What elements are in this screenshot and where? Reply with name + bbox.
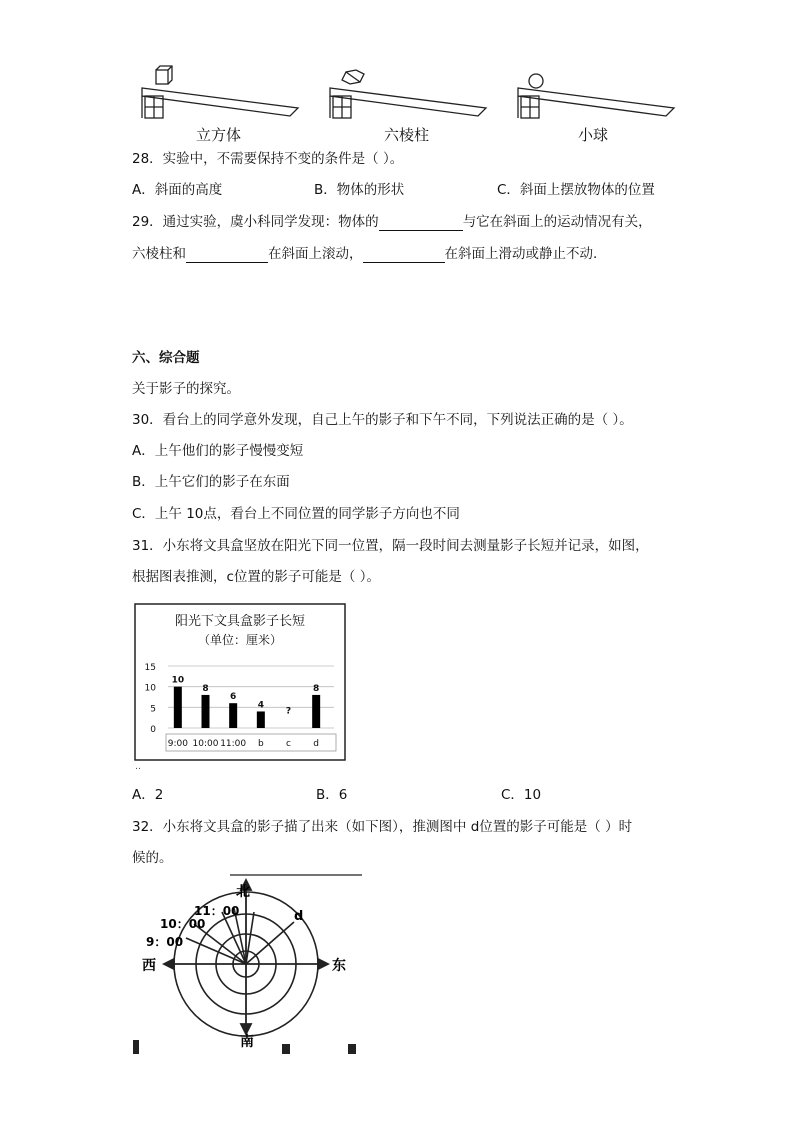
q28-option-b[interactable]: B．物体的形状 xyxy=(314,182,405,198)
q31-line1: 31．小东将文具盒坚放在阳光下同一位置，隔一段时间去测量影子长短并记录，如图， xyxy=(132,538,649,554)
q28-option-a[interactable]: A．斜面的高度 xyxy=(132,182,223,198)
q28-stem: 28．实验中，不需要保持不变的条件是（ ）。 xyxy=(132,151,404,167)
data-label-d: 8 xyxy=(313,683,320,694)
data-label-c: ? xyxy=(285,706,292,717)
incline-hex-prism xyxy=(330,70,486,118)
shadow-12 xyxy=(246,912,254,964)
mark-2 xyxy=(282,1044,290,1054)
q29-line2 xyxy=(132,245,597,263)
q29-blank-1[interactable] xyxy=(379,216,463,231)
data-label-11:00: 6 xyxy=(230,692,237,703)
data-label-b: 4 xyxy=(257,700,264,711)
incline-ball xyxy=(518,74,674,118)
east-arrow xyxy=(318,959,328,969)
label-10: 10：00 xyxy=(160,917,206,931)
q29-blank-3[interactable] xyxy=(363,248,445,263)
incline-cube xyxy=(142,66,298,118)
section6-title: 六、综合题 xyxy=(132,350,200,366)
south-arrow xyxy=(241,1024,251,1034)
q28-option-c[interactable]: C．斜面上摆放物体的位置 xyxy=(497,182,655,198)
data-label-9:00: 10 xyxy=(171,675,185,686)
q30-stem: 30．看台上的同学意外发现，自己上午的影子和下午不同，下列说法正确的是（ ）。 xyxy=(132,412,633,428)
shadow-d xyxy=(246,922,294,964)
mark-3 xyxy=(348,1044,356,1054)
label-west: 西 xyxy=(142,958,156,974)
shadow-compass-diagram xyxy=(130,868,370,1058)
chart-title: 阳光下文具盒影子长短 xyxy=(174,614,306,629)
y-tick-label: 5 xyxy=(150,704,156,715)
west-arrow xyxy=(164,959,174,969)
q29-text-1a: 29．通过实验，虞小科同学发现：物体的 xyxy=(132,214,379,230)
caption-hex-prism: 六棱柱 xyxy=(384,126,430,144)
label-9: 9：00 xyxy=(146,935,184,949)
stray-mark: ‥ xyxy=(135,762,142,772)
mark-1 xyxy=(133,1040,139,1054)
section6-intro: 关于影子的探究。 xyxy=(132,381,240,397)
caption-cube: 立方体 xyxy=(196,126,242,144)
bar-b xyxy=(257,711,265,728)
q29-line1 xyxy=(132,213,652,231)
q30-option-b[interactable]: B．上午它们的影子在东面 xyxy=(132,474,290,490)
x-tick-label-b: b xyxy=(257,739,264,749)
q32-line1: 32．小东将文具盒的影子描了出来（如下图），推测图中 d位置的影子可能是（ ）时 xyxy=(132,819,633,835)
q31-line2: 根据图表推测，c位置的影子可能是（ ）。 xyxy=(132,569,380,585)
bar-9:00 xyxy=(174,687,182,728)
ball-shape xyxy=(529,74,543,88)
q29-text-2b: 在斜面上滚动， xyxy=(268,246,363,262)
y-tick-label: 15 xyxy=(144,663,156,673)
q30-option-c[interactable]: C．上午 10点，看台上不同位置的同学影子方向也不同 xyxy=(132,506,460,522)
label-east: 东 xyxy=(332,958,346,974)
label-north: 北 xyxy=(236,884,250,900)
q29-text-1b: 与它在斜面上的运动情况有关， xyxy=(462,214,652,230)
bar-10:00 xyxy=(202,695,210,728)
bar-d xyxy=(312,695,320,728)
q29-blank-2[interactable] xyxy=(186,248,268,263)
x-tick-label-d: d xyxy=(313,739,320,749)
x-tick-label-11:00: 11:00 xyxy=(220,739,247,749)
q31-option-a[interactable]: A．2 xyxy=(132,787,164,803)
q31-option-b[interactable]: B．6 xyxy=(316,787,348,803)
chart-subtitle: （单位：厘米） xyxy=(197,633,283,647)
q30-option-a[interactable]: A．上午他们的影子慢慢变短 xyxy=(132,443,304,459)
y-tick-label: 10 xyxy=(144,683,156,694)
q29-text-2c: 在斜面上滑动或静止不动. xyxy=(444,246,598,262)
x-tick-label-10:00: 10:00 xyxy=(192,739,219,749)
x-tick-label-c: c xyxy=(286,739,291,749)
shadow-11 xyxy=(222,912,246,964)
x-tick-label-9:00: 9:00 xyxy=(167,739,188,749)
q29-text-2a: 六棱柱和 xyxy=(132,246,186,262)
label-11: 11：00 xyxy=(194,904,240,918)
q31-option-c[interactable]: C．10 xyxy=(501,787,542,803)
data-label-10:00: 8 xyxy=(202,683,209,694)
bar-11:00 xyxy=(229,703,237,728)
incline-figure xyxy=(130,62,690,127)
label-south: 南 xyxy=(240,1034,254,1050)
shadow-length-chart xyxy=(134,603,346,761)
y-tick-label: 0 xyxy=(150,725,156,735)
q32-line2: 候的。 xyxy=(132,850,173,866)
caption-ball: 小球 xyxy=(578,126,609,144)
cube-shape xyxy=(156,70,168,84)
label-d: d xyxy=(294,909,304,924)
